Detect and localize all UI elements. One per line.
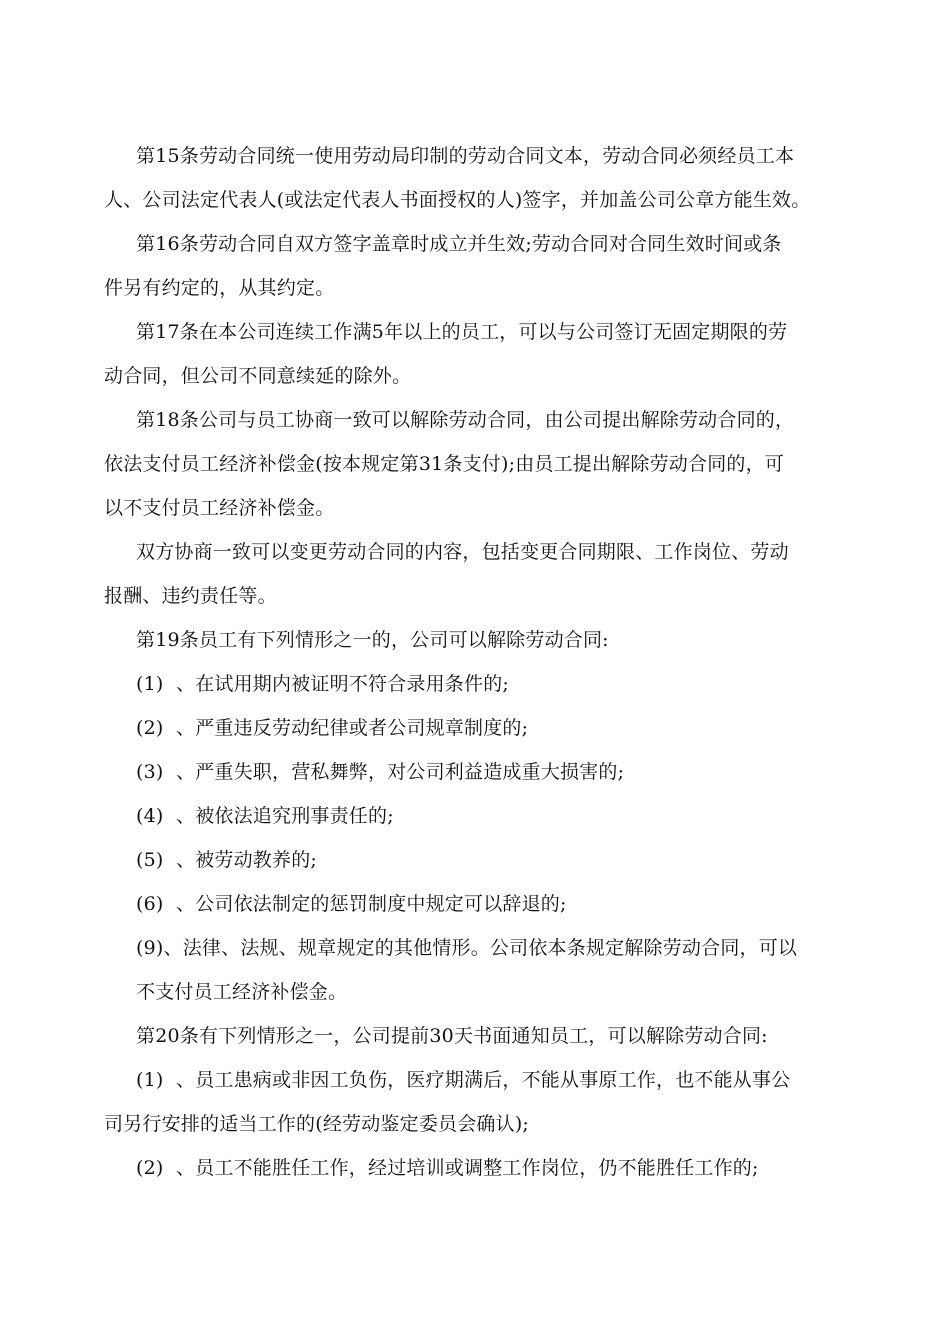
item-continuation: 司另行安排的适当工作的(经劳动鉴定委员会确认); (104, 1113, 530, 1135)
item-number: (5) (136, 849, 164, 871)
item-9-line-1: (9)、法律、法规、规章规定的其他情形。公司依本条规定解除劳动合同，可以 (136, 937, 798, 959)
item-number: (2) (136, 717, 164, 739)
article-20-line-1: 第20条有下列情形之一，公司提前30天书面通知员工，可以解除劳动合同: (136, 1025, 768, 1047)
article-19-item-1 (136, 662, 856, 706)
document-body (104, 134, 856, 1190)
supplement-line-2: 报酬、违约责任等。 (104, 585, 277, 607)
item-number: (4) (136, 805, 164, 827)
article-16-line-2: 件另有约定的，从其约定。 (104, 277, 335, 299)
article-15-line-1: 第15条劳动合同统一使用劳动局印制的劳动合同文本，劳动合同必须经员工本 (136, 145, 795, 167)
item-number: (6) (136, 893, 164, 915)
article-19-item-6 (136, 882, 856, 926)
item-text: 、严重违反劳动纪律或者公司规章制度的; (176, 717, 529, 739)
article-15-line-2: 人、公司法定代表人(或法定代表人书面授权的人)签字，并加盖公司公章方能生效。 (104, 189, 811, 211)
article-19-heading (136, 618, 856, 662)
article-19-item-2 (136, 706, 856, 750)
item-text: 、员工患病或非因工负伤，医疗期满后，不能从事原工作，也不能从事公 (176, 1069, 791, 1091)
article-19-line-1: 第19条员工有下列情形之一的，公司可以解除劳动合同: (136, 629, 609, 651)
article-18-line-1: 第18条公司与员工协商一致可以解除劳动合同，由公司提出解除劳动合同的， (136, 409, 795, 431)
article-18-line-3: 以不支付员工经济补偿金。 (104, 497, 335, 519)
article-16-line-1: 第16条劳动合同自双方签字盖章时成立并生效;劳动合同对合同生效时间或条 (136, 233, 782, 255)
article-17 (104, 310, 856, 398)
article-19-item-9 (136, 926, 856, 1014)
item-text: 、员工不能胜任工作，经过培训或调整工作岗位，仍不能胜任工作的; (176, 1157, 759, 1179)
article-15 (104, 134, 856, 222)
article-19-item-5 (136, 838, 856, 882)
article-17-line-1: 第17条在本公司连续工作满5年以上的员工，可以与公司签订无固定期限的劳 (136, 321, 788, 343)
item-number: (1) (136, 673, 164, 695)
item-number: (3) (136, 761, 164, 783)
item-text: 、在试用期内被证明不符合录用条件的; (176, 673, 510, 695)
article-18-supplement (104, 530, 856, 618)
item-text: 、公司依法制定的惩罚制度中规定可以辞退的; (176, 893, 567, 915)
supplement-line-1: 双方协商一致可以变更劳动合同的内容，包括变更合同期限、工作岗位、劳动 (136, 541, 789, 563)
article-19-item-3 (136, 750, 856, 794)
article-18-line-2: 依法支付员工经济补偿金(按本规定第31条支付);由员工提出解除劳动合同的，可 (104, 453, 785, 475)
article-18 (104, 398, 856, 530)
article-16 (104, 222, 856, 310)
article-19-item-4 (136, 794, 856, 838)
article-20-item-2 (136, 1146, 856, 1190)
article-20-item-1 (104, 1058, 856, 1146)
item-text: 、严重失职，营私舞弊，对公司利益造成重大损害的; (176, 761, 625, 783)
item-text: 、被依法追究刑事责任的; (176, 805, 394, 827)
item-number: (2) (136, 1157, 164, 1179)
article-17-line-2: 动合同，但公司不同意续延的除外。 (104, 365, 412, 387)
item-text: 、被劳动教养的; (176, 849, 318, 871)
item-number: (1) (136, 1069, 164, 1091)
item-9-line-2: 不支付员工经济补偿金。 (136, 981, 348, 1003)
article-20-heading (136, 1014, 856, 1058)
